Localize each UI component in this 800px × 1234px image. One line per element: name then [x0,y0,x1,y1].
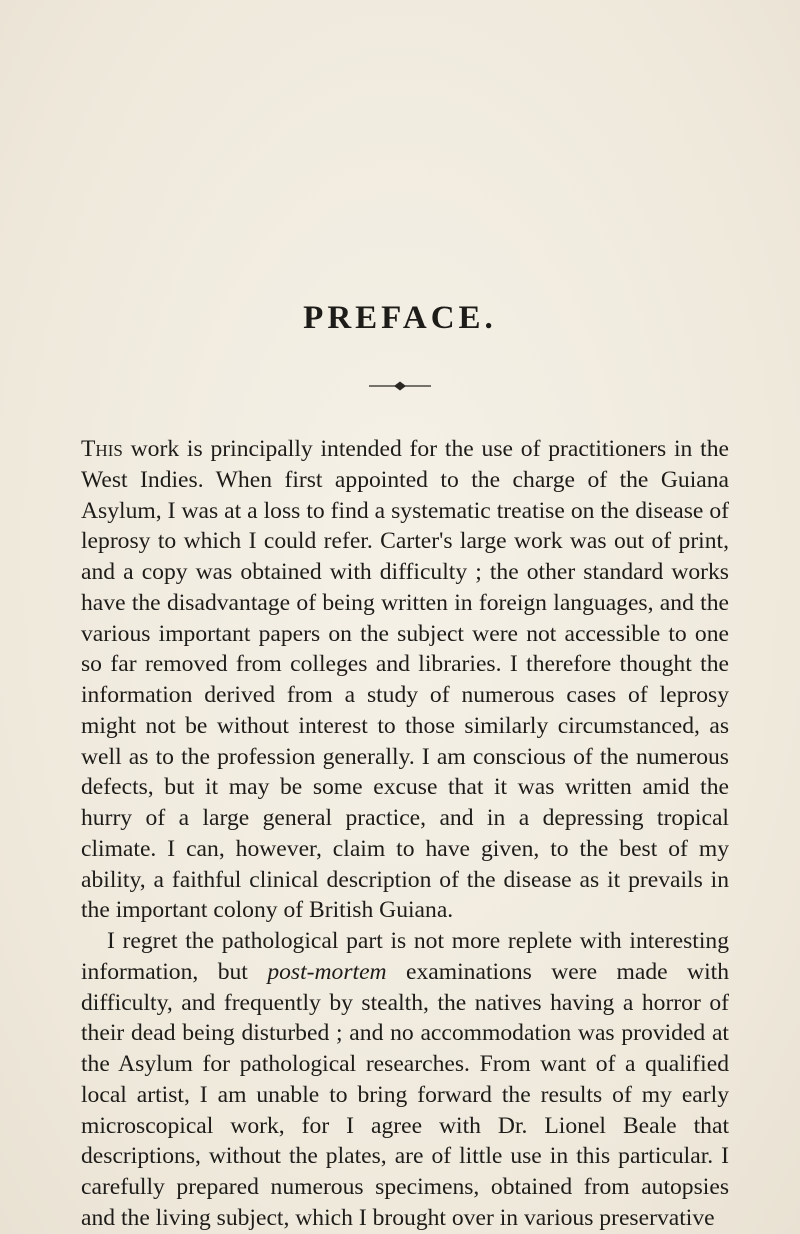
paragraph-2 [81,926,729,1234]
page-title: PREFACE. [303,300,497,336]
preface-body [81,434,729,1234]
paragraph-2-text-after: examinations were made with difficulty, and frequently by stealth, the natives having a horror of their dead being disturbed ; and no accommodation was provided at the Asylum for pathological researches. From want of a qualified local artist, I am unable to bring forward the results of my early microscopical work, for I agree with Dr. Lionel Beale that descriptions, without the plates, are of little use in this particular. I carefully prepared numerous specimens, obtained from autopsies and the living subject, which I brought over in various preservative [81,958,729,1231]
paragraph-2-text-before: I regret the pathological part is not more replete with interesting information, but [81,928,729,985]
paragraph-1-text: work is principally intended for the use of practitioners in the West Indies. When first appointed to the charge of the Guiana Asylum, I was at a loss to find a systematic treatise on the disease of leprosy to which I could refer. Carter's large work was out of print, and a copy was obtained with difficulty ; the other standard works have the disadvantage of being written in foreign languages, and the various important papers on the subject were not accessible to one so far removed from colleges and libraries. I therefore thought the information derived from a study of numerous cases of leprosy might not be without interest to those similarly circumstanced, as well as to the profession generally. I am conscious of the numerous defects, but it may be some excuse that it was written amid the hurry of a large general practice, and in a depressing tropical climate. I can, however, claim to have given, to the best of my ability, a faithful clinical description of the disease as it prevails in the important colony of British Guiana. [81,436,729,924]
ornamental-rule [367,378,433,394]
paragraph-2-emphasis: post-mortem [267,958,387,985]
paragraph-lead-word: This [81,436,123,462]
paragraph-1 [81,434,729,926]
